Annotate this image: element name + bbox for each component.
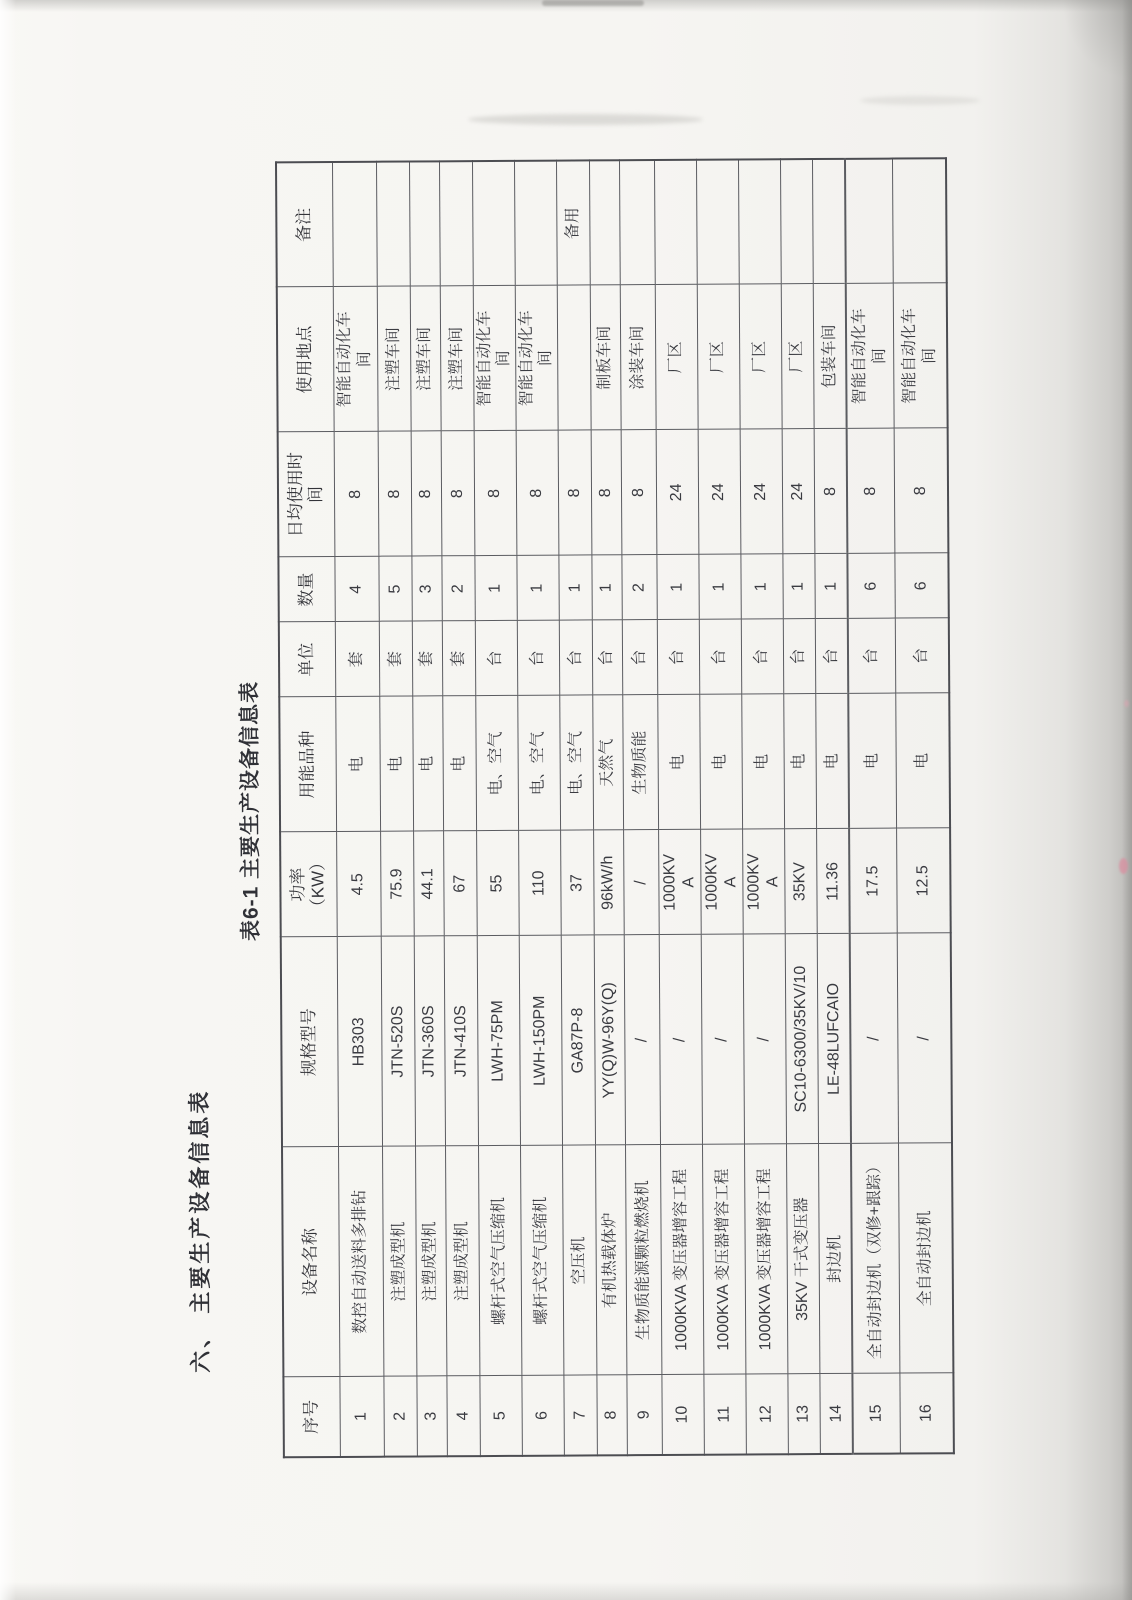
cell-r10-c9: [654, 160, 697, 285]
cell-r1-c9: [332, 162, 377, 287]
cell-r12-c0: 12: [746, 1374, 789, 1454]
cell-r3-c1: 注塑成型机: [415, 1146, 446, 1376]
cell-r4-c6: 2: [441, 556, 474, 621]
cell-r7-c1: 空压机: [562, 1145, 596, 1375]
cell-r3-c5: 套: [412, 621, 442, 696]
cell-r10-c5: 台: [657, 620, 699, 695]
cell-r13-c4: 电: [783, 694, 816, 829]
cell-r8-c2: YY(Q)W-96Y(Q): [594, 935, 625, 1145]
cell-r16-c1: 全自动封边机: [898, 1143, 953, 1373]
cell-r2-c8: 注塑车间: [377, 287, 411, 432]
cell-r2-c2: JTN-520S: [381, 936, 415, 1146]
cell-r6-c9: [514, 161, 557, 286]
equipment-table: [275, 157, 955, 1458]
column-header-2: 规格型号: [281, 937, 338, 1147]
cell-r15-c7: 8: [847, 429, 895, 554]
column-header-4: 用能品种: [279, 697, 336, 832]
cell-r5-c8: 智能自动化车 间: [473, 286, 516, 431]
cell-r15-c9: [845, 159, 893, 284]
cell-r16-c5: 台: [895, 618, 949, 693]
column-header-0: 序号: [283, 1377, 339, 1457]
cell-r3-c9: [409, 161, 440, 286]
cell-r16-c4: 电: [895, 693, 950, 828]
cell-r11-c3: 1000KV A: [700, 829, 743, 934]
cell-r1-c3: 4.5: [336, 832, 381, 937]
cell-r11-c7: 24: [698, 429, 741, 554]
cell-r8-c7: 8: [591, 430, 622, 555]
cell-r6-c3: 110: [518, 831, 561, 936]
cell-r4-c9: [439, 161, 473, 286]
cell-r14-c1: 封边机: [818, 1144, 852, 1374]
cell-r1-c0: 1: [339, 1377, 383, 1457]
cell-r16-c7: 8: [894, 428, 949, 553]
cell-r13-c8: 厂区: [781, 284, 814, 429]
cell-r1-c8: 智能自动化车 间: [333, 287, 378, 432]
cell-r9-c7: 8: [621, 430, 657, 555]
cell-r7-c8: [557, 285, 591, 430]
cell-r7-c3: 37: [560, 830, 594, 935]
cell-r5-c4: 电、空气: [475, 696, 518, 831]
cell-r4-c2: JTN-410S: [444, 936, 478, 1146]
cell-r8-c8: 制板车间: [590, 285, 621, 430]
cell-r15-c2: /: [850, 934, 898, 1144]
cell-r13-c6: 1: [783, 554, 815, 619]
cell-r16-c9: [892, 158, 947, 283]
cell-r4-c7: 8: [441, 431, 475, 556]
cell-r9-c0: 9: [626, 1375, 661, 1455]
cell-r4-c5: 套: [442, 621, 475, 696]
cell-r5-c0: 5: [479, 1376, 522, 1456]
cell-r9-c8: 涂装车间: [620, 285, 656, 430]
cell-r11-c6: 1: [698, 554, 740, 619]
cell-r9-c3: /: [623, 830, 659, 935]
cell-r13-c3: 35KV: [784, 829, 817, 934]
cell-r13-c5: 台: [783, 619, 815, 694]
cell-r2-c3: 75.9: [380, 831, 414, 936]
cell-r2-c5: 套: [379, 621, 412, 696]
cell-r12-c8: 厂区: [739, 284, 782, 429]
cell-r8-c4: 天然气: [592, 695, 623, 830]
cell-r3-c4: 电: [412, 696, 443, 831]
cell-r13-c0: 13: [788, 1374, 820, 1454]
cell-r8-c5: 台: [592, 620, 622, 695]
cell-r15-c5: 台: [848, 619, 895, 694]
cell-r11-c1: 1000KVA 变压器增容工程: [702, 1144, 745, 1374]
cell-r13-c2: SC10-6300/35KV/10: [785, 934, 818, 1144]
cell-r8-c0: 8: [596, 1375, 626, 1455]
cell-r4-c1: 注塑成型机: [445, 1146, 479, 1376]
cell-r10-c8: 厂区: [655, 285, 698, 430]
cell-r5-c6: 1: [474, 556, 516, 621]
cell-r12-c6: 1: [741, 554, 783, 619]
cell-r10-c6: 1: [656, 555, 698, 620]
cell-r1-c1: 数控自动送料多排钻: [338, 1147, 383, 1377]
cell-r11-c2: /: [701, 934, 744, 1144]
cell-r9-c6: 2: [621, 555, 656, 620]
table-row: [332, 162, 384, 1457]
cell-r6-c5: 台: [517, 621, 559, 696]
cell-r11-c0: 11: [704, 1374, 747, 1454]
cell-r6-c7: 8: [516, 431, 559, 556]
cell-r12-c5: 台: [741, 619, 783, 694]
cell-r8-c1: 有机热载体炉: [595, 1145, 626, 1375]
cell-r16-c8: 智能自动化车 间: [893, 283, 948, 428]
cell-r11-c5: 台: [699, 619, 741, 694]
column-header-3: 功率 （KW）: [280, 832, 337, 937]
column-header-7: 日均使用时 间: [278, 432, 335, 557]
cell-r15-c6: 6: [848, 554, 895, 619]
cell-r9-c9: [619, 160, 655, 285]
cell-r10-c1: 1000KVA 变压器增容工程: [660, 1145, 703, 1375]
column-header-5: 单位: [279, 622, 335, 697]
cell-r2-c6: 5: [378, 556, 411, 621]
cell-r12-c1: 1000KVA 变压器增容工程: [744, 1144, 787, 1374]
cell-r10-c2: /: [659, 935, 702, 1145]
cell-r3-c0: 3: [416, 1376, 446, 1456]
cell-r14-c6: 1: [815, 554, 848, 619]
cell-r6-c8: 智能自动化车 间: [515, 286, 558, 431]
cell-r15-c1: 全自动封边机（双修+跟踪）: [851, 1144, 899, 1374]
cell-r14-c9: [812, 159, 846, 284]
cell-r7-c7: 8: [558, 430, 592, 555]
cell-r14-c2: LE-48LUFCAIO: [817, 934, 851, 1144]
cell-r6-c6: 1: [516, 556, 558, 621]
cell-r14-c4: 电: [815, 694, 849, 829]
cell-r11-c9: [696, 159, 739, 284]
cell-r14-c0: 14: [820, 1374, 853, 1454]
cell-r15-c4: 电: [848, 694, 896, 829]
cell-r12-c7: 24: [740, 429, 783, 554]
cell-r2-c4: 电: [379, 696, 413, 831]
cell-r9-c4: 生物质能: [622, 695, 658, 830]
cell-r3-c2: JTN-360S: [414, 936, 445, 1146]
cell-r12-c9: [738, 159, 781, 284]
cell-r7-c9: 备用: [556, 160, 590, 285]
cell-r2-c9: [376, 162, 410, 287]
cell-r10-c0: 10: [661, 1375, 704, 1455]
cell-r6-c1: 螺杆式空气压缩机: [520, 1146, 563, 1376]
cell-r5-c7: 8: [474, 431, 517, 556]
column-header-8: 使用地点: [277, 287, 334, 432]
cell-r15-c0: 15: [853, 1374, 900, 1454]
cell-r8-c3: 96kW/h: [593, 830, 624, 935]
table-head: [276, 162, 340, 1457]
cell-r8-c6: 1: [591, 555, 621, 620]
cell-r9-c1: 生物质能源颗粒燃烧机: [625, 1145, 661, 1375]
cell-r1-c6: 4: [334, 557, 378, 622]
cell-r8-c9: [589, 160, 620, 285]
cell-r7-c2: GA87P-8: [561, 935, 595, 1145]
column-header-9: 备注: [276, 162, 333, 287]
cell-r7-c6: 1: [558, 555, 591, 620]
cell-r7-c0: 7: [563, 1375, 596, 1455]
cell-r7-c4: 电、空气: [559, 695, 593, 830]
cell-r2-c0: 2: [383, 1376, 416, 1456]
cell-r4-c3: 67: [443, 831, 477, 936]
cell-r12-c3: 1000KV A: [742, 829, 785, 934]
cell-r5-c9: [472, 161, 515, 286]
cell-r2-c7: 8: [378, 431, 412, 556]
cell-r5-c2: LWH-75PM: [477, 936, 520, 1146]
cell-r13-c7: 24: [782, 429, 815, 554]
cell-r12-c2: /: [743, 934, 786, 1144]
cell-r3-c3: 44.1: [413, 831, 444, 936]
cell-r5-c1: 螺杆式空气压缩机: [478, 1146, 521, 1376]
table-header-row: [276, 162, 340, 1457]
column-header-6: 数量: [278, 557, 334, 622]
cell-r4-c8: 注塑车间: [440, 286, 474, 431]
cell-r1-c7: 8: [334, 432, 379, 557]
cell-r7-c5: 台: [559, 620, 592, 695]
cell-r5-c3: 55: [476, 831, 519, 936]
cell-r16-c0: 16: [900, 1373, 954, 1453]
cell-r14-c8: 包装车间: [813, 284, 847, 429]
cell-r14-c7: 8: [814, 429, 848, 554]
cell-r6-c4: 电、空气: [517, 696, 560, 831]
cell-r14-c3: 11.36: [816, 829, 850, 934]
cell-r15-c8: 智能自动化车 间: [846, 284, 894, 429]
cell-r5-c5: 台: [475, 621, 517, 696]
cell-r15-c3: 17.5: [849, 829, 897, 934]
cell-r11-c8: 厂区: [697, 284, 740, 429]
cell-r16-c6: 6: [895, 553, 949, 618]
cell-r10-c4: 电: [657, 695, 700, 830]
cell-r3-c8: 注塑车间: [410, 286, 441, 431]
table-caption: 表6-1 主要生产设备信息表: [238, 680, 263, 942]
cell-r3-c6: 3: [411, 556, 441, 621]
cell-r2-c1: 注塑成型机: [382, 1146, 416, 1376]
cell-r11-c4: 电: [699, 694, 742, 829]
cell-r12-c4: 电: [741, 694, 784, 829]
cell-r4-c0: 4: [446, 1376, 479, 1456]
cell-r16-c2: /: [897, 933, 952, 1143]
cell-r4-c4: 电: [442, 696, 476, 831]
cell-r3-c7: 8: [411, 431, 442, 556]
cell-r6-c2: LWH-150PM: [519, 936, 562, 1146]
cell-r14-c5: 台: [815, 619, 848, 694]
cell-r10-c7: 24: [656, 430, 699, 555]
cell-r1-c4: 电: [335, 697, 380, 832]
cell-r10-c3: 1000KV A: [658, 830, 701, 935]
cell-r9-c2: /: [624, 935, 660, 1145]
cell-r13-c9: [780, 159, 813, 284]
equipment-table-body: [332, 158, 954, 1457]
cell-r16-c3: 12.5: [896, 828, 951, 933]
section-heading: 六、 主要生产设备信息表: [186, 1088, 214, 1373]
table-row: [845, 159, 900, 1454]
column-header-1: 设备名称: [282, 1147, 339, 1377]
cell-r9-c5: 台: [622, 620, 657, 695]
table-row: [892, 158, 954, 1453]
cell-r13-c1: 35KV 干式变压器: [786, 1144, 819, 1374]
cell-r1-c2: HB303: [337, 937, 382, 1147]
cell-r6-c0: 6: [521, 1376, 564, 1456]
cell-r1-c5: 套: [335, 622, 379, 697]
